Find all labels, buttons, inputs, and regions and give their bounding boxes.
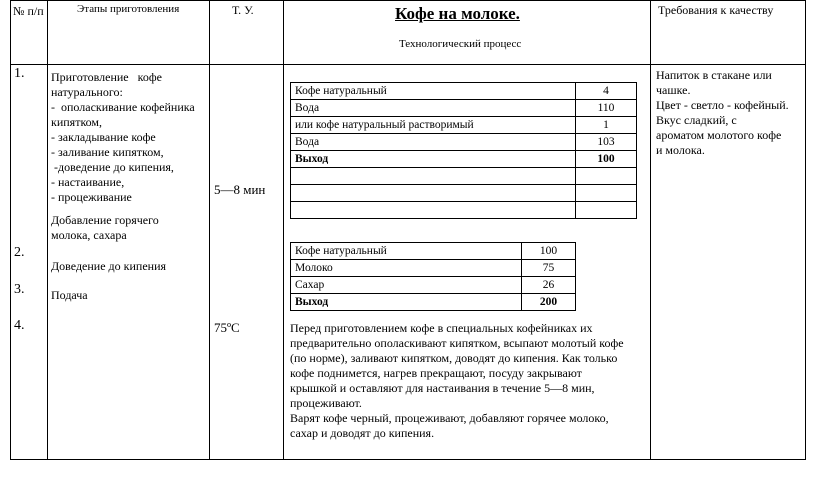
table-row <box>291 168 637 185</box>
process-line: крышкой и оставляют для настаивания в течение 5—8 мин, <box>290 381 595 395</box>
stage-line: Приготовление кофе <box>51 70 162 84</box>
stage-line: молока, сахара <box>51 228 127 242</box>
ingredient-name <box>291 168 576 185</box>
ingredient-name <box>291 202 576 219</box>
recipe-table-1 <box>290 82 637 219</box>
grid-header-bottom <box>10 64 806 65</box>
ingredient-value: 200 <box>522 294 576 311</box>
quality-line: ароматом молотого кофе <box>656 128 782 142</box>
stage-line: кипятком, <box>51 115 103 129</box>
table-row <box>291 151 637 168</box>
row-number: 1. <box>14 66 25 81</box>
ingredient-value <box>576 185 637 202</box>
table-row <box>291 294 576 311</box>
table-row <box>291 202 637 219</box>
process-line: Перед приготовлением кофе в специальных кофейниках их <box>290 321 593 335</box>
grid-bottom <box>10 459 806 460</box>
stage-line: - настаивание, <box>51 175 125 189</box>
ingredient-value <box>576 202 637 219</box>
tu-temp: 75ºС <box>214 320 240 335</box>
quality-line: Цвет - светло - кофейный. <box>656 98 789 112</box>
process-line: (по норме), заливают кипятком, доводят до кипения. Как только <box>290 351 618 365</box>
grid-col-3 <box>283 0 284 460</box>
stage-line: - заливание кипятком, <box>51 145 164 159</box>
stage-prep-block <box>51 70 209 205</box>
process-description <box>290 321 648 441</box>
stage-line: - закладывание кофе <box>51 130 156 144</box>
ingredient-name: Вода <box>291 100 576 117</box>
table-row <box>291 117 637 134</box>
ingredient-name: Молоко <box>291 260 522 277</box>
quality-line: и молока. <box>656 143 705 157</box>
ingredient-name: или кофе натуральный растворимый <box>291 117 576 134</box>
process-line: предварительно ополаскивают кипятком, всыпают молотый кофе <box>290 336 624 350</box>
stage-line: - процеживание <box>51 190 132 204</box>
stage-milk-sugar <box>51 213 159 243</box>
table-row <box>291 83 637 100</box>
table-row <box>291 134 637 151</box>
header-tu: Т. У. <box>232 3 254 17</box>
page-subtitle: Технологический процесс <box>399 38 522 50</box>
stage-line: - ополаскивание кофейника <box>51 100 195 114</box>
ingredient-value <box>576 168 637 185</box>
process-line: процеживают. <box>290 396 362 410</box>
tu-time: 5—8 мин <box>214 182 266 197</box>
table-row <box>291 260 576 277</box>
table-row <box>291 277 576 294</box>
ingredient-name: Вода <box>291 134 576 151</box>
quality-line: чашке. <box>656 83 691 97</box>
row-number: 4. <box>14 318 25 333</box>
table-row <box>291 100 637 117</box>
process-line: Варят кофе черный, процеживают, добавляют горячее молоко, <box>290 411 609 425</box>
ingredient-value: 110 <box>576 100 637 117</box>
row-number: 2. <box>14 245 25 260</box>
ingredient-value: 103 <box>576 134 637 151</box>
stage-serve: Подача <box>51 288 88 302</box>
header-num: № п/п <box>13 4 44 18</box>
ingredient-name: Сахар <box>291 277 522 294</box>
process-line: кофе поднимется, нагрев прекращают, посуду закрывают <box>290 366 582 380</box>
quality-line: Напиток в стакане или <box>656 68 772 82</box>
ingredient-value: 4 <box>576 83 637 100</box>
ingredient-name: Выход <box>291 294 522 311</box>
grid-col-1 <box>47 0 48 460</box>
ingredient-name: Выход <box>291 151 576 168</box>
ingredient-value: 100 <box>576 151 637 168</box>
stage-line: -доведение до кипения, <box>51 160 174 174</box>
ingredient-name <box>291 185 576 202</box>
ingredient-value: 1 <box>576 117 637 134</box>
ingredient-name: Кофе натуральный <box>291 83 576 100</box>
header-quality: Требования к качеству <box>658 3 774 17</box>
grid-col-4 <box>650 0 651 460</box>
header-stages: Этапы приготовления <box>77 3 180 15</box>
page-title: Кофе на молоке. <box>395 4 520 23</box>
stage-line: натурального: <box>51 85 123 99</box>
stage-line: Добавление горячего <box>51 213 159 227</box>
process-line: сахар и доводят до кипения. <box>290 426 435 440</box>
ingredient-value: 75 <box>522 260 576 277</box>
ingredient-value: 100 <box>522 243 576 260</box>
grid-col-5 <box>805 0 806 460</box>
ingredient-value: 26 <box>522 277 576 294</box>
grid-col-2 <box>209 0 210 460</box>
quality-requirements <box>656 68 804 158</box>
quality-line: Вкус сладкий, с <box>656 113 737 127</box>
stage-boil: Доведение до кипения <box>51 259 167 273</box>
row-number: 3. <box>14 282 25 297</box>
table-row <box>291 243 576 260</box>
grid-top <box>10 0 806 1</box>
recipe-table-2 <box>290 242 576 311</box>
table-row <box>291 185 637 202</box>
ingredient-name: Кофе натуральный <box>291 243 522 260</box>
grid-col-0 <box>10 0 11 460</box>
